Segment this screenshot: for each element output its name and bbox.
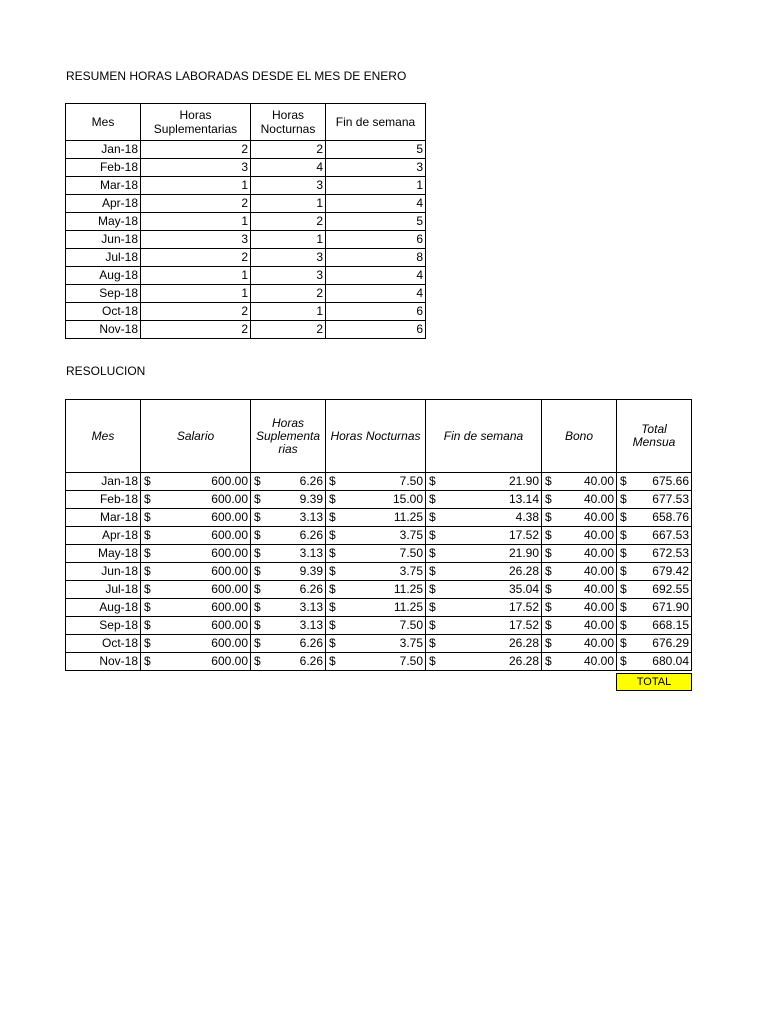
header-bono: Bono bbox=[542, 400, 617, 473]
currency-symbol: $ bbox=[254, 474, 261, 488]
currency-symbol: $ bbox=[329, 654, 336, 668]
cell-value: 675.66 bbox=[652, 474, 689, 488]
cell-fin bbox=[426, 581, 542, 599]
cell-noc bbox=[326, 653, 426, 671]
section-subtitle: RESOLUCION bbox=[66, 364, 146, 378]
cell-value: 40.00 bbox=[583, 474, 614, 488]
cell-value: 3.75 bbox=[399, 564, 423, 578]
cell-value: 40.00 bbox=[583, 654, 614, 668]
currency-symbol: $ bbox=[545, 582, 552, 596]
cell-value: 3.75 bbox=[399, 528, 423, 542]
currency-symbol: $ bbox=[254, 654, 261, 668]
currency-symbol: $ bbox=[329, 582, 336, 596]
cell-value: 7.50 bbox=[399, 654, 423, 668]
currency-symbol: $ bbox=[329, 474, 336, 488]
currency-symbol: $ bbox=[254, 528, 261, 542]
cell-salario bbox=[141, 563, 251, 581]
table-row bbox=[66, 159, 426, 177]
cell-value: 3.13 bbox=[299, 600, 323, 614]
cell-value: 668.15 bbox=[652, 618, 689, 632]
cell-value: 600.00 bbox=[211, 618, 248, 632]
cell-noc: 3 bbox=[251, 177, 326, 195]
cell-value: 7.50 bbox=[399, 474, 423, 488]
table-row bbox=[66, 635, 692, 653]
currency-symbol: $ bbox=[429, 546, 436, 560]
cell-mes: Nov-18 bbox=[66, 321, 141, 339]
cell-value: 35.04 bbox=[508, 582, 539, 596]
currency-symbol: $ bbox=[620, 564, 627, 578]
cell-mes: Mar-18 bbox=[66, 509, 141, 527]
currency-symbol: $ bbox=[429, 528, 436, 542]
currency-symbol: $ bbox=[620, 654, 627, 668]
cell-fin bbox=[426, 599, 542, 617]
cell-value: 40.00 bbox=[583, 564, 614, 578]
currency-symbol: $ bbox=[429, 636, 436, 650]
cell-salario bbox=[141, 509, 251, 527]
table-row bbox=[66, 213, 426, 231]
cell-mes: Oct-18 bbox=[66, 635, 141, 653]
cell-value: 15.00 bbox=[392, 492, 423, 506]
cell-sup: 2 bbox=[141, 249, 251, 267]
header-salario: Salario bbox=[141, 400, 251, 473]
currency-symbol: $ bbox=[329, 510, 336, 524]
cell-value: 6.26 bbox=[299, 474, 323, 488]
currency-symbol: $ bbox=[254, 510, 261, 524]
cell-mes: May-18 bbox=[66, 213, 141, 231]
table-row bbox=[66, 509, 692, 527]
cell-value: 600.00 bbox=[211, 510, 248, 524]
cell-sup bbox=[251, 509, 326, 527]
cell-total bbox=[617, 509, 692, 527]
cell-value: 600.00 bbox=[211, 600, 248, 614]
cell-value: 40.00 bbox=[583, 582, 614, 596]
cell-total bbox=[617, 527, 692, 545]
resolution-table bbox=[65, 399, 692, 671]
cell-fin: 5 bbox=[326, 213, 426, 231]
currency-symbol: $ bbox=[429, 510, 436, 524]
cell-salario bbox=[141, 581, 251, 599]
currency-symbol: $ bbox=[620, 600, 627, 614]
cell-salario bbox=[141, 653, 251, 671]
cell-total bbox=[617, 599, 692, 617]
table-row bbox=[66, 195, 426, 213]
cell-total bbox=[617, 617, 692, 635]
cell-value: 692.55 bbox=[652, 582, 689, 596]
hours-summary-table bbox=[65, 103, 426, 339]
table-row bbox=[66, 177, 426, 195]
currency-symbol: $ bbox=[429, 654, 436, 668]
cell-salario bbox=[141, 527, 251, 545]
currency-symbol: $ bbox=[144, 618, 151, 632]
header-mes: Mes bbox=[66, 400, 141, 473]
cell-sup bbox=[251, 617, 326, 635]
cell-fin bbox=[426, 563, 542, 581]
cell-bono bbox=[542, 563, 617, 581]
currency-symbol: $ bbox=[144, 582, 151, 596]
cell-value: 13.14 bbox=[508, 492, 539, 506]
currency-symbol: $ bbox=[545, 546, 552, 560]
cell-value: 7.50 bbox=[399, 618, 423, 632]
cell-value: 3.13 bbox=[299, 618, 323, 632]
cell-mes: Jul-18 bbox=[66, 581, 141, 599]
cell-value: 40.00 bbox=[583, 546, 614, 560]
currency-symbol: $ bbox=[545, 618, 552, 632]
cell-sup bbox=[251, 563, 326, 581]
currency-symbol: $ bbox=[144, 474, 151, 488]
cell-value: 600.00 bbox=[211, 564, 248, 578]
cell-noc bbox=[326, 545, 426, 563]
cell-sup: 2 bbox=[141, 303, 251, 321]
cell-sup: 2 bbox=[141, 195, 251, 213]
currency-symbol: $ bbox=[329, 528, 336, 542]
cell-value: 600.00 bbox=[211, 528, 248, 542]
cell-value: 40.00 bbox=[583, 600, 614, 614]
currency-symbol: $ bbox=[254, 564, 261, 578]
cell-mes: Sep-18 bbox=[66, 285, 141, 303]
cell-salario bbox=[141, 473, 251, 491]
cell-mes: Mar-18 bbox=[66, 177, 141, 195]
cell-bono bbox=[542, 545, 617, 563]
cell-bono bbox=[542, 635, 617, 653]
currency-symbol: $ bbox=[545, 474, 552, 488]
table-row bbox=[66, 545, 692, 563]
cell-value: 40.00 bbox=[583, 510, 614, 524]
cell-value: 600.00 bbox=[211, 474, 248, 488]
cell-sup: 1 bbox=[141, 267, 251, 285]
cell-bono bbox=[542, 509, 617, 527]
cell-value: 600.00 bbox=[211, 636, 248, 650]
cell-sup bbox=[251, 599, 326, 617]
cell-sup: 1 bbox=[141, 285, 251, 303]
cell-mes: Nov-18 bbox=[66, 653, 141, 671]
cell-salario bbox=[141, 491, 251, 509]
cell-salario bbox=[141, 599, 251, 617]
cell-value: 676.29 bbox=[652, 636, 689, 650]
currency-symbol: $ bbox=[620, 618, 627, 632]
currency-symbol: $ bbox=[329, 564, 336, 578]
cell-value: 17.52 bbox=[508, 618, 539, 632]
cell-value: 40.00 bbox=[583, 636, 614, 650]
cell-bono bbox=[542, 581, 617, 599]
currency-symbol: $ bbox=[620, 546, 627, 560]
table-row bbox=[66, 303, 426, 321]
cell-total bbox=[617, 491, 692, 509]
currency-symbol: $ bbox=[429, 564, 436, 578]
currency-symbol: $ bbox=[620, 474, 627, 488]
header-horas-suplementarias: Horas Suplementarias bbox=[141, 104, 251, 141]
cell-value: 3.13 bbox=[299, 546, 323, 560]
currency-symbol: $ bbox=[144, 636, 151, 650]
table-row bbox=[66, 249, 426, 267]
currency-symbol: $ bbox=[620, 636, 627, 650]
cell-noc bbox=[326, 563, 426, 581]
cell-fin bbox=[426, 653, 542, 671]
cell-value: 671.90 bbox=[652, 600, 689, 614]
table-row bbox=[66, 563, 692, 581]
cell-mes: Apr-18 bbox=[66, 527, 141, 545]
cell-value: 9.39 bbox=[299, 492, 323, 506]
header-horas-nocturnas: Horas Nocturnas bbox=[251, 104, 326, 141]
currency-symbol: $ bbox=[144, 492, 151, 506]
cell-salario bbox=[141, 545, 251, 563]
currency-symbol: $ bbox=[545, 564, 552, 578]
cell-noc: 2 bbox=[251, 213, 326, 231]
cell-noc bbox=[326, 599, 426, 617]
cell-sup bbox=[251, 653, 326, 671]
cell-noc: 1 bbox=[251, 303, 326, 321]
currency-symbol: $ bbox=[329, 600, 336, 614]
header-fin-de-semana: Fin de semana bbox=[326, 104, 426, 141]
cell-value: 3.75 bbox=[399, 636, 423, 650]
table-row bbox=[66, 581, 692, 599]
cell-fin bbox=[426, 527, 542, 545]
currency-symbol: $ bbox=[254, 582, 261, 596]
cell-mes: Jan-18 bbox=[66, 141, 141, 159]
cell-fin bbox=[426, 617, 542, 635]
currency-symbol: $ bbox=[144, 654, 151, 668]
currency-symbol: $ bbox=[545, 654, 552, 668]
cell-total bbox=[617, 473, 692, 491]
cell-value: 26.28 bbox=[508, 636, 539, 650]
cell-sup bbox=[251, 473, 326, 491]
cell-value: 21.90 bbox=[508, 474, 539, 488]
table-row bbox=[66, 285, 426, 303]
table-row bbox=[66, 231, 426, 249]
cell-mes: Sep-18 bbox=[66, 617, 141, 635]
currency-symbol: $ bbox=[429, 474, 436, 488]
cell-salario bbox=[141, 617, 251, 635]
cell-fin bbox=[426, 473, 542, 491]
currency-symbol: $ bbox=[144, 564, 151, 578]
currency-symbol: $ bbox=[545, 600, 552, 614]
cell-noc: 1 bbox=[251, 231, 326, 249]
cell-mes: Feb-18 bbox=[66, 159, 141, 177]
cell-value: 679.42 bbox=[652, 564, 689, 578]
cell-value: 658.76 bbox=[652, 510, 689, 524]
cell-fin: 6 bbox=[326, 231, 426, 249]
cell-value: 600.00 bbox=[211, 546, 248, 560]
currency-symbol: $ bbox=[144, 510, 151, 524]
currency-symbol: $ bbox=[329, 546, 336, 560]
currency-symbol: $ bbox=[329, 636, 336, 650]
cell-value: 21.90 bbox=[508, 546, 539, 560]
cell-mes: Aug-18 bbox=[66, 599, 141, 617]
cell-noc bbox=[326, 527, 426, 545]
cell-sup: 3 bbox=[141, 231, 251, 249]
cell-total bbox=[617, 653, 692, 671]
cell-bono bbox=[542, 473, 617, 491]
cell-value: 6.26 bbox=[299, 636, 323, 650]
cell-value: 11.25 bbox=[393, 510, 423, 524]
cell-fin: 6 bbox=[326, 303, 426, 321]
table-row bbox=[66, 617, 692, 635]
cell-noc: 2 bbox=[251, 321, 326, 339]
cell-bono bbox=[542, 491, 617, 509]
cell-bono bbox=[542, 527, 617, 545]
currency-symbol: $ bbox=[545, 492, 552, 506]
currency-symbol: $ bbox=[429, 600, 436, 614]
cell-value: 680.04 bbox=[652, 654, 689, 668]
cell-value: 600.00 bbox=[211, 492, 248, 506]
cell-noc: 3 bbox=[251, 267, 326, 285]
currency-symbol: $ bbox=[429, 492, 436, 506]
currency-symbol: $ bbox=[620, 492, 627, 506]
currency-symbol: $ bbox=[144, 528, 151, 542]
currency-symbol: $ bbox=[254, 618, 261, 632]
table-row bbox=[66, 599, 692, 617]
currency-symbol: $ bbox=[329, 492, 336, 506]
cell-value: 26.28 bbox=[508, 564, 539, 578]
cell-value: 40.00 bbox=[583, 492, 614, 506]
cell-noc: 4 bbox=[251, 159, 326, 177]
cell-noc bbox=[326, 635, 426, 653]
cell-noc: 2 bbox=[251, 285, 326, 303]
cell-value: 26.28 bbox=[508, 654, 539, 668]
cell-total bbox=[617, 563, 692, 581]
cell-fin: 5 bbox=[326, 141, 426, 159]
cell-fin: 4 bbox=[326, 285, 426, 303]
table-row bbox=[66, 473, 692, 491]
table-row bbox=[66, 141, 426, 159]
cell-value: 9.39 bbox=[299, 564, 323, 578]
cell-fin bbox=[426, 545, 542, 563]
currency-symbol: $ bbox=[429, 618, 436, 632]
cell-salario bbox=[141, 635, 251, 653]
currency-symbol: $ bbox=[429, 582, 436, 596]
cell-sup bbox=[251, 545, 326, 563]
header-fin-de-semana: Fin de semana bbox=[426, 400, 542, 473]
cell-fin: 3 bbox=[326, 159, 426, 177]
cell-value: 17.52 bbox=[508, 600, 539, 614]
currency-symbol: $ bbox=[620, 528, 627, 542]
cell-fin: 1 bbox=[326, 177, 426, 195]
cell-fin: 8 bbox=[326, 249, 426, 267]
table-row bbox=[66, 321, 426, 339]
cell-mes: Jun-18 bbox=[66, 231, 141, 249]
cell-value: 600.00 bbox=[211, 582, 248, 596]
cell-mes: Feb-18 bbox=[66, 491, 141, 509]
currency-symbol: $ bbox=[254, 600, 261, 614]
currency-symbol: $ bbox=[254, 546, 261, 560]
cell-mes: Oct-18 bbox=[66, 303, 141, 321]
cell-sup: 1 bbox=[141, 177, 251, 195]
cell-total bbox=[617, 635, 692, 653]
currency-symbol: $ bbox=[545, 510, 552, 524]
cell-noc bbox=[326, 473, 426, 491]
currency-symbol: $ bbox=[144, 546, 151, 560]
cell-bono bbox=[542, 617, 617, 635]
cell-value: 677.53 bbox=[652, 492, 689, 506]
cell-mes: Apr-18 bbox=[66, 195, 141, 213]
cell-value: 6.26 bbox=[299, 654, 323, 668]
cell-fin bbox=[426, 635, 542, 653]
table-row bbox=[66, 527, 692, 545]
total-label: TOTAL bbox=[616, 673, 692, 691]
table-header-row bbox=[66, 400, 692, 473]
currency-symbol: $ bbox=[620, 510, 627, 524]
cell-bono bbox=[542, 599, 617, 617]
currency-symbol: $ bbox=[144, 600, 151, 614]
cell-value: 40.00 bbox=[583, 528, 614, 542]
cell-sup bbox=[251, 527, 326, 545]
header-mes: Mes bbox=[66, 104, 141, 141]
cell-value: 11.25 bbox=[393, 582, 423, 596]
table-header-row bbox=[66, 104, 426, 141]
cell-total bbox=[617, 581, 692, 599]
cell-sup bbox=[251, 635, 326, 653]
cell-mes: Aug-18 bbox=[66, 267, 141, 285]
cell-value: 3.13 bbox=[299, 510, 323, 524]
cell-fin: 4 bbox=[326, 195, 426, 213]
cell-noc bbox=[326, 581, 426, 599]
cell-value: 6.26 bbox=[299, 582, 323, 596]
cell-sup: 2 bbox=[141, 141, 251, 159]
header-total-mensual: Total Mensua bbox=[617, 400, 692, 473]
cell-sup: 1 bbox=[141, 213, 251, 231]
cell-total bbox=[617, 545, 692, 563]
cell-mes: May-18 bbox=[66, 545, 141, 563]
cell-value: 667.53 bbox=[652, 528, 689, 542]
cell-value: 6.26 bbox=[299, 528, 323, 542]
cell-fin: 6 bbox=[326, 321, 426, 339]
header-horas-nocturnas: Horas Nocturnas bbox=[326, 400, 426, 473]
header-horas-suplementarias: Horas Suplementa rias bbox=[251, 400, 326, 473]
cell-mes: Jul-18 bbox=[66, 249, 141, 267]
cell-sup bbox=[251, 491, 326, 509]
cell-noc bbox=[326, 491, 426, 509]
cell-sup: 2 bbox=[141, 321, 251, 339]
cell-fin bbox=[426, 509, 542, 527]
cell-value: 672.53 bbox=[652, 546, 689, 560]
cell-value: 4.38 bbox=[515, 510, 539, 524]
cell-noc bbox=[326, 509, 426, 527]
currency-symbol: $ bbox=[545, 636, 552, 650]
cell-sup bbox=[251, 581, 326, 599]
cell-noc bbox=[326, 617, 426, 635]
cell-value: 7.50 bbox=[399, 546, 423, 560]
table-row bbox=[66, 267, 426, 285]
cell-mes: Jan-18 bbox=[66, 473, 141, 491]
currency-symbol: $ bbox=[545, 528, 552, 542]
currency-symbol: $ bbox=[254, 636, 261, 650]
cell-mes: Jun-18 bbox=[66, 563, 141, 581]
table-row bbox=[66, 491, 692, 509]
cell-sup: 3 bbox=[141, 159, 251, 177]
page-title: RESUMEN HORAS LABORADAS DESDE EL MES DE ENERO bbox=[66, 69, 407, 83]
cell-fin: 4 bbox=[326, 267, 426, 285]
cell-noc: 3 bbox=[251, 249, 326, 267]
cell-bono bbox=[542, 653, 617, 671]
cell-value: 600.00 bbox=[211, 654, 248, 668]
currency-symbol: $ bbox=[254, 492, 261, 506]
cell-value: 40.00 bbox=[583, 618, 614, 632]
cell-noc: 2 bbox=[251, 141, 326, 159]
table-row bbox=[66, 653, 692, 671]
cell-value: 11.25 bbox=[393, 600, 423, 614]
currency-symbol: $ bbox=[329, 618, 336, 632]
cell-fin bbox=[426, 491, 542, 509]
cell-noc: 1 bbox=[251, 195, 326, 213]
cell-value: 17.52 bbox=[508, 528, 539, 542]
currency-symbol: $ bbox=[620, 582, 627, 596]
